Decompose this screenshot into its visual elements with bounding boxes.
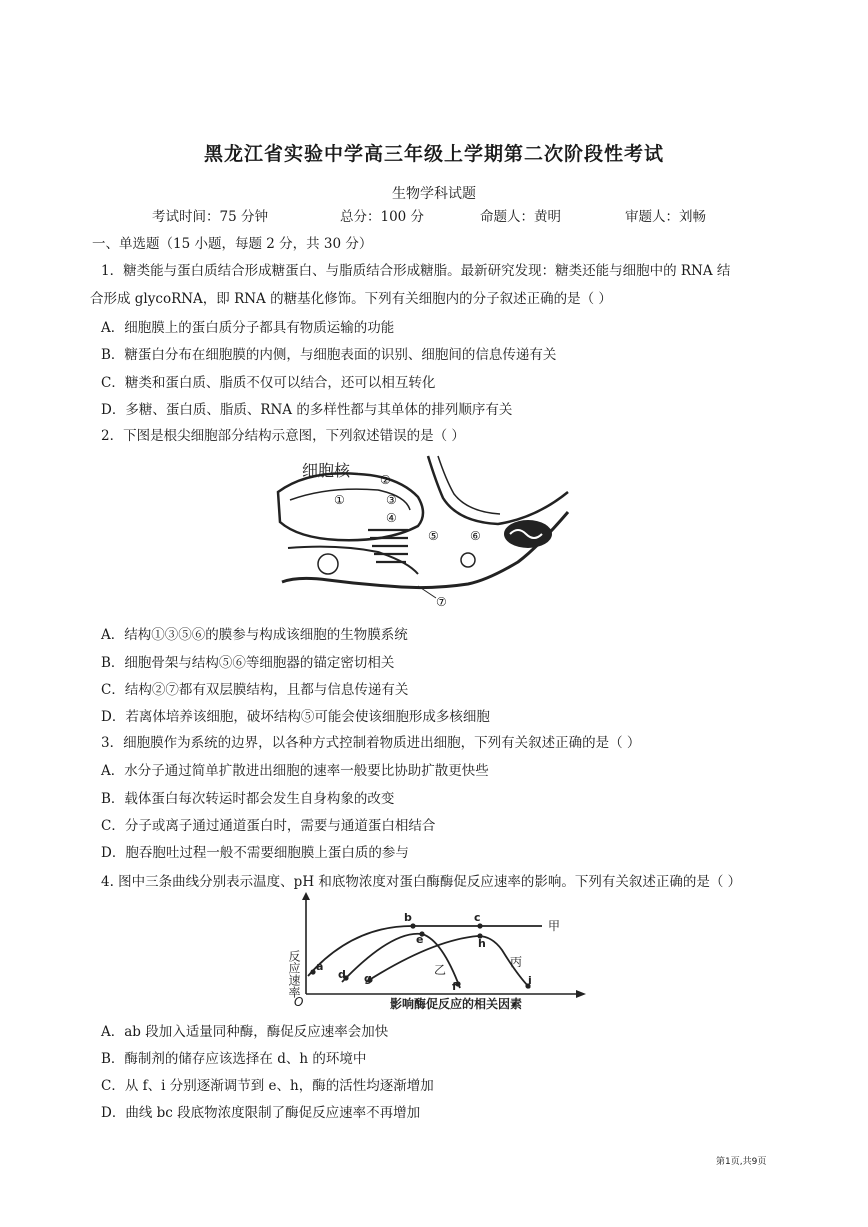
q3-option-a: A．水分子通过简单扩散进出细胞的速率一般要比协助扩散更快些	[101, 763, 489, 779]
q1-option-b: B．糖蛋白分布在细胞膜的内侧，与细胞表面的识别、细胞间的信息传递有关	[101, 347, 557, 363]
q1-stem-line2: 合形成 glycoRNA，即 RNA 的糖基化修饰。下列有关细胞内的分子叙述正确的是（ ）	[90, 291, 612, 307]
q4-option-d: D．曲线 bc 段底物浓度限制了酶促反应速率不再增加	[101, 1105, 421, 1121]
curve-label-yi: 乙	[434, 963, 447, 977]
q2-option-a: A．结构①③⑤⑥的膜参与构成该细胞的生物膜系统	[101, 627, 408, 643]
q3-option-d: D．胞吞胞吐过程一般不需要细胞膜上蛋白质的参与	[101, 845, 409, 861]
q1-option-a: A．细胞膜上的蛋白质分子都具有物质运输的功能	[101, 320, 395, 336]
page-number: 第1页,共9页	[716, 1157, 767, 1167]
q3-option-b: B．载体蛋白每次转运时都会发生自身构象的改变	[101, 791, 395, 807]
svg-text:g: g	[364, 972, 372, 985]
marker-1: ①	[334, 493, 345, 507]
endoplasmic-reticulum	[368, 530, 408, 562]
curve-label-bing: 丙	[510, 955, 523, 969]
svg-text:d: d	[338, 968, 346, 981]
enzyme-rate-graph	[282, 890, 594, 1010]
marker-7: ⑦	[436, 595, 447, 609]
q1-option-c: C．糖类和蛋白质、脂质不仅可以结合，还可以相互转化	[101, 375, 436, 391]
marker-5: ⑤	[428, 529, 439, 543]
q1-option-d: D．多糖、蛋白质、脂质、RNA 的多样性都与其单体的排列顺序有关	[101, 402, 513, 418]
marker-2: ②	[380, 473, 391, 487]
marker-4: ④	[386, 511, 397, 525]
q4-option-b: B．酶制剂的储存应该选择在 d、h 的环境中	[101, 1051, 367, 1067]
exam-author: 命题人：黄明	[480, 209, 561, 225]
marker-6: ⑥	[470, 529, 481, 543]
q4-option-a: A．ab 段加入适量同种酶，酶促反应速率会加快	[101, 1024, 389, 1040]
root-cell-structure-diagram	[268, 452, 578, 612]
nucleus-label: 细胞核	[302, 461, 351, 480]
exam-title: 黑龙江省实验中学高三年级上学期第二次阶段性考试	[203, 143, 664, 165]
graph-point-labels	[316, 911, 532, 993]
origin-label: O	[294, 995, 304, 1009]
y-axis-label: 反应速率	[287, 950, 301, 998]
exam-subtitle: 生物学科试题	[392, 186, 476, 202]
q1-stem-line1: 1．糖类能与蛋白质结合形成糖蛋白、与脂质结合形成糖脂。最新研究发现：糖类还能与细胞中的 RNA 结	[101, 263, 731, 279]
svg-text:b: b	[404, 911, 412, 924]
q2-stem: 2．下图是根尖细胞部分结构示意图，下列叙述错误的是（ ）	[101, 428, 465, 444]
svg-text:c: c	[474, 911, 481, 924]
q3-stem: 3．细胞膜作为系统的边界，以各种方式控制着物质进出细胞，下列有关叙述正确的是（ ）	[101, 735, 641, 751]
exam-reviewer: 审题人：刘畅	[625, 209, 706, 225]
section-heading: 一、单选题（15 小题，每题 2 分，共 30 分）	[92, 236, 373, 252]
q2-option-c: C．结构②⑦都有双层膜结构，且都与信息传递有关	[101, 682, 409, 698]
q2-option-d: D．若离体培养该细胞，破坏结构⑤可能会使该细胞形成多核细胞	[101, 709, 490, 725]
svg-text:a: a	[316, 960, 324, 973]
graph-curve-labels	[434, 919, 560, 977]
q4-option-c: C．从 f、i 分别逐渐调节到 e、h，酶的活性均逐渐增加	[101, 1078, 434, 1094]
svg-text:h: h	[478, 937, 486, 950]
exam-time: 考试时间：75 分钟	[152, 209, 268, 225]
q2-option-b: B．细胞骨架与结构⑤⑥等细胞器的锚定密切相关	[101, 655, 395, 671]
svg-text:e: e	[416, 933, 424, 946]
svg-text:f: f	[452, 980, 457, 993]
x-axis-label: 影响酶促反应的相关因素	[390, 997, 523, 1010]
marker-3: ③	[386, 493, 397, 507]
curve-label-jia: 甲	[548, 919, 561, 933]
q4-stem: 4. 图中三条曲线分别表示温度、pH 和底物浓度对蛋白酶酶促反应速率的影响。下列有关叙述正确的是（ ）	[101, 874, 742, 890]
svg-text:i: i	[528, 974, 532, 987]
q3-option-c: C．分子或离子通过通道蛋白时，需要与通道蛋白相结合	[101, 818, 436, 834]
exam-score: 总分：100 分	[340, 209, 425, 225]
